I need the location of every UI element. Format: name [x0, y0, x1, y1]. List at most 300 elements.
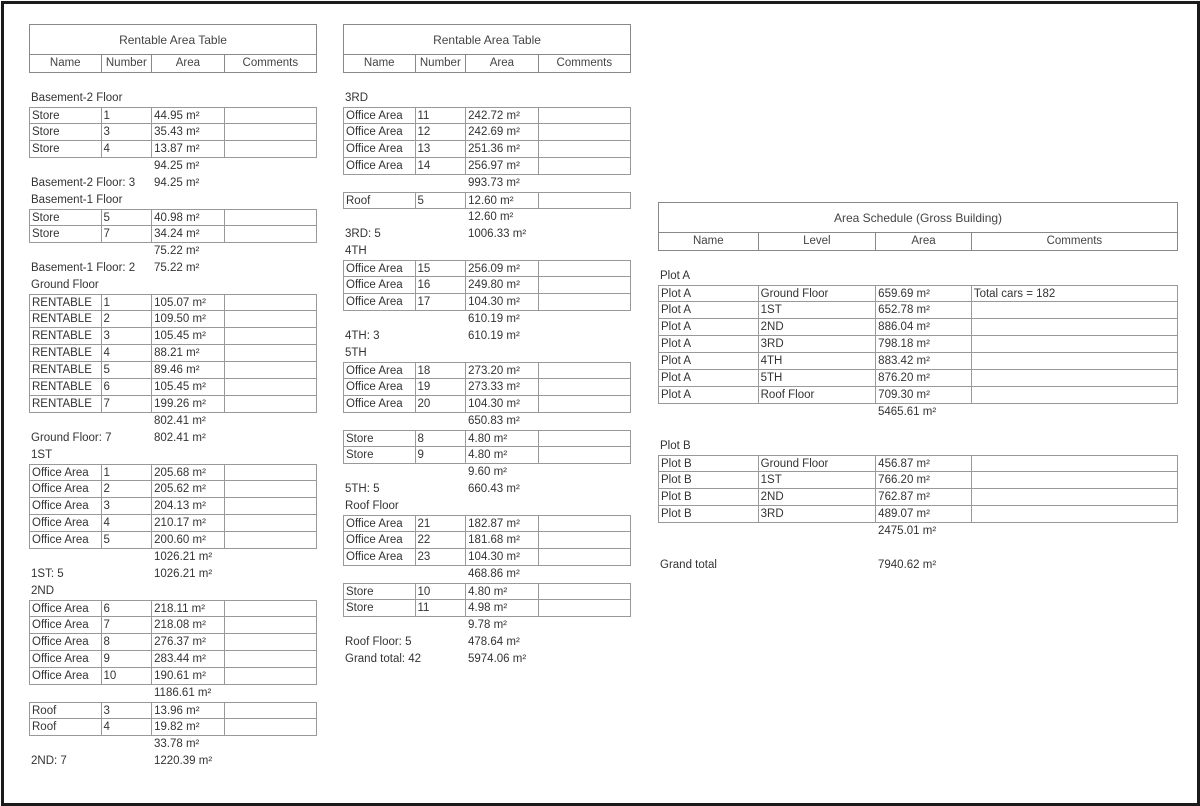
table-row [29, 634, 317, 651]
subtotal-row [343, 311, 631, 328]
table-cell [972, 387, 1177, 403]
table-cell: 3 [102, 328, 153, 344]
table-cell [225, 498, 316, 514]
table-cell: Office Area [30, 601, 102, 616]
table-cell: 4.80 m² [466, 447, 539, 463]
subtotal-spacer [415, 311, 466, 328]
table-cell: 218.08 m² [152, 617, 225, 633]
subtotal-spacer [343, 464, 415, 481]
table-cell [972, 472, 1177, 488]
table-cell [225, 311, 316, 327]
subtotal-value: 12.60 m² [468, 211, 514, 223]
table-row [29, 481, 317, 498]
subtotal-spacer [758, 523, 876, 540]
table-cell [225, 396, 316, 412]
table-cell: 44.95 m² [152, 108, 225, 123]
group-footer-value: 802.41 m² [154, 432, 206, 444]
subtotal-spacer [415, 617, 466, 634]
table-cell [539, 294, 630, 310]
group-footer [29, 566, 317, 583]
table-cell: Office Area [344, 124, 416, 140]
table-cell: 6 [102, 601, 153, 616]
table-cell: 273.33 m² [466, 379, 539, 395]
header-gap [343, 73, 631, 90]
table-row [29, 209, 317, 226]
table-row [29, 107, 317, 124]
group-label-text: Ground Floor [31, 279, 99, 291]
table-cell: Store [344, 584, 416, 599]
table-cell: 5 [102, 532, 153, 548]
group-footer [343, 328, 631, 345]
subtotal-spacer [415, 175, 466, 192]
subtotal-row [29, 413, 317, 430]
table-row [29, 515, 317, 532]
subtotal-row [29, 549, 317, 566]
column-header: Number [416, 55, 467, 72]
table-row [29, 294, 317, 311]
table-cell: 1 [102, 295, 153, 310]
subtotal-spacer [343, 566, 415, 583]
group-footer-value: 94.25 m² [154, 177, 200, 189]
table-row [29, 702, 317, 719]
table-cell: Store [30, 210, 102, 225]
header-row [343, 54, 631, 73]
table-cell: 105.07 m² [152, 295, 225, 310]
table-row [29, 345, 317, 362]
group-footer-label: 5TH: 5 [345, 483, 380, 495]
table-cell: 273.20 m² [466, 363, 539, 378]
table-row [343, 379, 631, 396]
table-row [29, 379, 317, 396]
table-cell [225, 210, 316, 225]
group-footer [343, 634, 631, 651]
table-cell: 17 [416, 294, 467, 310]
table-cell [225, 226, 316, 242]
table-cell [539, 532, 630, 548]
subtotal-row [343, 413, 631, 430]
table-cell: 190.61 m² [152, 668, 225, 684]
group-footer-value: 478.64 m² [468, 636, 520, 648]
group-label [343, 243, 631, 260]
table-row [343, 549, 631, 566]
column-header: Area [152, 55, 225, 72]
table-row [343, 396, 631, 413]
subtotal-value: 1186.61 m² [154, 687, 212, 699]
table-row [29, 498, 317, 515]
table-row [343, 277, 631, 294]
header-row [658, 232, 1178, 251]
group-label [29, 192, 317, 209]
rentable-area-table-left [29, 24, 317, 770]
table-cell: 242.72 m² [466, 108, 539, 123]
area-schedule-gross-building [658, 202, 1178, 574]
table-row [343, 362, 631, 379]
subtotal-spacer [101, 685, 152, 702]
table-cell: Ground Floor [759, 286, 877, 301]
table-cell [539, 158, 630, 174]
table-cell: 4 [102, 345, 153, 361]
table-cell: 20 [416, 396, 467, 412]
table-cell: 3 [102, 703, 153, 718]
table-cell: 10 [416, 584, 467, 599]
table-cell: Store [344, 600, 416, 616]
table-cell: 1 [102, 465, 153, 480]
table-cell: 10 [102, 668, 153, 684]
table-cell: Office Area [30, 498, 102, 514]
subtotal-row [343, 209, 631, 226]
table-cell: 249.80 m² [466, 277, 539, 293]
subtotal-value: 993.73 m² [468, 177, 520, 189]
table-cell: 5 [102, 362, 153, 378]
table-row [343, 532, 631, 549]
subtotal-spacer [101, 413, 152, 430]
table-row [29, 668, 317, 685]
table-cell [225, 617, 316, 633]
grand-total-row [343, 651, 631, 668]
table-cell: 13.87 m² [152, 141, 225, 157]
table-cell: 35.43 m² [152, 124, 225, 140]
group-label [658, 438, 1178, 455]
table-cell: 4 [102, 515, 153, 531]
table-cell: Office Area [344, 108, 416, 123]
group-label-text: Plot B [660, 440, 691, 452]
table-cell: 19 [416, 379, 467, 395]
group-footer-label: 3RD: 5 [345, 228, 381, 240]
table-cell: RENTABLE [30, 311, 102, 327]
table-cell: 3RD [759, 336, 877, 352]
table-cell: Store [344, 431, 416, 446]
table-cell: Office Area [344, 379, 416, 395]
table-cell: Office Area [344, 141, 416, 157]
table-cell: 104.30 m² [466, 396, 539, 412]
table-cell: 104.30 m² [466, 294, 539, 310]
table-cell: Office Area [344, 516, 416, 531]
group-label-text: 2ND [31, 585, 55, 597]
table-cell: Plot A [659, 286, 759, 301]
table-row [658, 455, 1178, 472]
table-cell: Plot B [659, 506, 759, 522]
table-cell: 256.97 m² [466, 158, 539, 174]
table-cell: Plot A [659, 336, 759, 352]
table-cell: Office Area [344, 363, 416, 378]
table-cell: 766.20 m² [876, 472, 972, 488]
group-footer-label: 2ND: 7 [31, 755, 67, 767]
table-cell: 2 [102, 481, 153, 497]
subtotal-spacer [29, 413, 101, 430]
table-cell: 2ND [759, 319, 877, 335]
table-cell [539, 600, 630, 616]
table-cell: Plot B [659, 472, 759, 488]
subtotal-spacer [415, 413, 466, 430]
table-cell: Office Area [344, 294, 416, 310]
table-cell: 182.87 m² [466, 516, 539, 531]
column-header: Number [102, 55, 153, 72]
table-cell: 11 [416, 600, 467, 616]
table-row [343, 447, 631, 464]
group-footer-label: Ground Floor: 7 [31, 432, 112, 444]
column-header: Name [344, 55, 416, 72]
grand-total-value: 5974.06 m² [468, 653, 527, 665]
table-cell [972, 506, 1177, 522]
grand-total-value: 7940.62 m² [878, 559, 937, 571]
table-row [343, 600, 631, 617]
table-cell: Office Area [344, 532, 416, 548]
subtotal-row [29, 736, 317, 753]
table-row [29, 328, 317, 345]
table-cell: Store [30, 108, 102, 123]
table-cell: 6 [102, 379, 153, 395]
subtotal-value: 5465.61 m² [878, 406, 937, 418]
table-cell: 256.09 m² [466, 261, 539, 276]
subtotal-value: 802.41 m² [154, 415, 206, 427]
group-label-text: 5TH [345, 347, 367, 359]
table-cell: Office Area [30, 634, 102, 650]
table-cell [972, 370, 1177, 386]
table-cell: 218.11 m² [152, 601, 225, 616]
table-cell: 210.17 m² [152, 515, 225, 531]
subtotal-spacer [758, 404, 876, 421]
table-cell: 251.36 m² [466, 141, 539, 157]
table-cell: 709.30 m² [876, 387, 972, 403]
group-label-text: Basement-2 Floor [31, 92, 123, 104]
table-row [658, 472, 1178, 489]
column-header: Comments [1046, 235, 1103, 247]
table-cell [972, 456, 1177, 471]
table-row [343, 124, 631, 141]
subtotal-row [29, 685, 317, 702]
table-cell: 7 [102, 396, 153, 412]
subtotal-value: 468.86 m² [468, 568, 520, 580]
table-row [658, 319, 1178, 336]
table-cell: 2 [102, 311, 153, 327]
subtotal-spacer [29, 158, 101, 175]
table-cell: Office Area [344, 396, 416, 412]
column-header: Comments [242, 57, 299, 69]
table-row [29, 532, 317, 549]
table-cell: 204.13 m² [152, 498, 225, 514]
table-cell [539, 277, 630, 293]
table-cell: Plot B [659, 456, 759, 471]
table-cell: Total cars = 182 [973, 288, 1056, 300]
table-row [343, 158, 631, 175]
column-header: Area [466, 55, 539, 72]
group-footer-label: Basement-2 Floor: 3 [31, 177, 136, 189]
grand-total-row [658, 557, 1178, 574]
group-label [29, 277, 317, 294]
table-row [29, 141, 317, 158]
table-cell: Roof [30, 719, 102, 735]
group-label [343, 90, 631, 107]
table-cell [972, 353, 1177, 369]
table-cell: Office Area [30, 668, 102, 684]
subtotal-row [343, 617, 631, 634]
table-cell [225, 719, 316, 735]
table-cell [225, 124, 316, 140]
table-cell: 762.87 m² [876, 489, 972, 505]
table-cell [539, 261, 630, 276]
table-cell: 1ST [759, 472, 877, 488]
table-cell: RENTABLE [30, 295, 102, 310]
table-row [658, 506, 1178, 523]
table-cell [225, 651, 316, 667]
table-cell: 205.68 m² [152, 465, 225, 480]
column-header: Name [659, 233, 759, 250]
table-cell [225, 141, 316, 157]
table-cell: Store [30, 124, 102, 140]
table-cell: Roof [344, 193, 416, 208]
table-cell [225, 362, 316, 378]
subtotal-spacer [343, 175, 415, 192]
table-row [343, 583, 631, 600]
table-cell: Office Area [344, 158, 416, 174]
group-footer [343, 226, 631, 243]
table-cell: 200.60 m² [152, 532, 225, 548]
subtotal-value: 9.60 m² [468, 466, 507, 478]
table-cell: Office Area [30, 532, 102, 548]
subtotal-spacer [29, 243, 101, 260]
table-cell: 7 [102, 226, 153, 242]
table-cell [539, 447, 630, 463]
table-cell: Store [344, 447, 416, 463]
grand-total-label: Grand total: 42 [345, 653, 422, 665]
table-row [29, 651, 317, 668]
table-row [658, 336, 1178, 353]
table-row [29, 226, 317, 243]
table-cell: 16 [416, 277, 467, 293]
table-cell [225, 481, 316, 497]
table-cell: 876.20 m² [876, 370, 972, 386]
table-cell: 7 [102, 617, 153, 633]
table-cell: 5 [102, 210, 153, 225]
table-cell: Office Area [344, 277, 416, 293]
header-gap [658, 251, 1178, 268]
table-cell: 456.87 m² [876, 456, 972, 471]
table-row [29, 464, 317, 481]
subtotal-spacer [29, 736, 101, 753]
subtotal-spacer [415, 209, 466, 226]
table-cell [225, 532, 316, 548]
subtotal-spacer [658, 523, 758, 540]
table-cell: 19.82 m² [152, 719, 225, 735]
table-row [343, 294, 631, 311]
table-cell: 1ST [759, 302, 877, 318]
table-cell: RENTABLE [30, 379, 102, 395]
table-cell [225, 465, 316, 480]
subtotal-row [29, 243, 317, 260]
header-gap [29, 73, 317, 90]
table-cell [539, 431, 630, 446]
table-row [658, 285, 1178, 302]
group-footer-value: 1026.21 m² [154, 568, 213, 580]
table-cell: Plot A [659, 319, 759, 335]
table-cell: 12.60 m² [466, 193, 539, 208]
table-row [658, 302, 1178, 319]
table-cell [539, 124, 630, 140]
table-row [29, 124, 317, 141]
table-cell [539, 193, 630, 208]
table-cell: 4 [102, 141, 153, 157]
table-cell [539, 584, 630, 599]
table-cell: 13 [416, 141, 467, 157]
table-cell [972, 336, 1177, 352]
group-label-text: Plot A [660, 270, 691, 282]
table-cell: 9 [416, 447, 467, 463]
table-cell [225, 328, 316, 344]
table-cell [972, 489, 1177, 505]
group-footer [29, 430, 317, 447]
table-row [343, 260, 631, 277]
subtotal-row [658, 404, 1178, 421]
table-cell: 34.24 m² [152, 226, 225, 242]
subtotal-value: 610.19 m² [468, 313, 520, 325]
subtotal-spacer [101, 549, 152, 566]
table-cell [225, 634, 316, 650]
group-label-text: 3RD [345, 92, 369, 104]
group-footer-value: 1006.33 m² [468, 228, 527, 240]
table-cell: 23 [416, 549, 467, 565]
table-cell: 3RD [759, 506, 877, 522]
subtotal-row [343, 464, 631, 481]
table-cell [539, 379, 630, 395]
table-cell: 12 [416, 124, 467, 140]
group-label [343, 345, 631, 362]
group-footer [29, 753, 317, 770]
subtotal-value: 9.78 m² [468, 619, 507, 631]
table-cell: Office Area [30, 481, 102, 497]
table-row [658, 353, 1178, 370]
group-label-text: Basement-1 Floor [31, 194, 123, 206]
table-row [343, 141, 631, 158]
table-cell [225, 345, 316, 361]
table-cell: Office Area [30, 465, 102, 480]
table-cell: Plot A [659, 370, 759, 386]
table-cell [972, 302, 1177, 318]
group-label-text: 1ST [31, 449, 53, 461]
subtotal-value: 75.22 m² [154, 245, 200, 257]
table-cell: Roof [30, 703, 102, 718]
table-cell: Plot A [659, 353, 759, 369]
table-row [29, 719, 317, 736]
subtotal-spacer [29, 549, 101, 566]
column-header: Comments [556, 57, 613, 69]
column-header: Area [876, 233, 972, 250]
table-cell: 88.21 m² [152, 345, 225, 361]
table-cell: 104.30 m² [466, 549, 539, 565]
subtotal-value: 650.83 m² [468, 415, 520, 427]
table-cell: 2ND [759, 489, 877, 505]
table-cell [225, 295, 316, 310]
table-cell: 886.04 m² [876, 319, 972, 335]
table-cell: 652.78 m² [876, 302, 972, 318]
table-cell: 14 [416, 158, 467, 174]
table-cell: 109.50 m² [152, 311, 225, 327]
group-label [29, 447, 317, 464]
group-footer-label: 4TH: 3 [345, 330, 380, 342]
table-cell [225, 668, 316, 684]
table-cell: 659.69 m² [876, 286, 972, 301]
schedule-title: Rentable Area Table [343, 24, 631, 54]
table-cell: 798.18 m² [876, 336, 972, 352]
table-row [29, 600, 317, 617]
schedule-title: Rentable Area Table [29, 24, 317, 54]
table-cell: 105.45 m² [152, 328, 225, 344]
column-header: Name [30, 55, 102, 72]
table-cell: 21 [416, 516, 467, 531]
subtotal-value: 2475.01 m² [878, 525, 937, 537]
subtotal-row [343, 566, 631, 583]
group-gap [658, 421, 1178, 438]
table-cell: 89.46 m² [152, 362, 225, 378]
